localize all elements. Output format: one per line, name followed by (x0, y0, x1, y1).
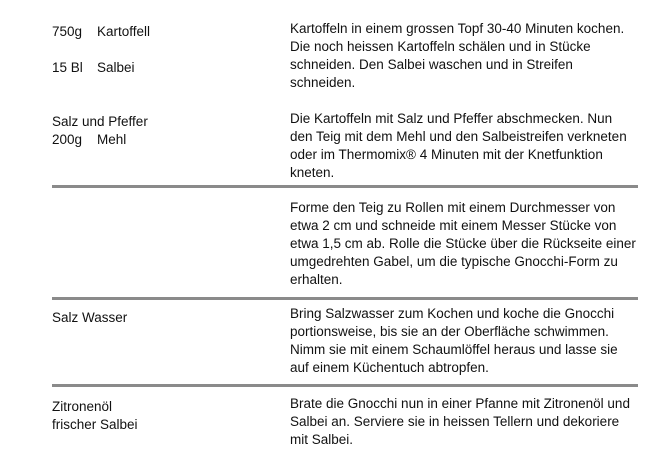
ingredient-line (52, 113, 272, 131)
instruction-line: Die Kartoffeln mit Salz und Pfeffer abschmecken. Nun (290, 111, 613, 126)
ingredient-quantity: 15 Bl (52, 60, 83, 75)
ingredient-quantity: 200g (52, 132, 83, 147)
instruction-line: Bring Salzwasser zum Kochen und koche die Gnocchi (290, 306, 615, 321)
instruction-line: Salbei an. Serviere sie in heissen Tellern und dekoriere (290, 414, 620, 429)
ingredient-quantity: 750g (52, 24, 83, 39)
ingredient-line (52, 309, 272, 327)
instruction-line: erhalten. (290, 272, 343, 287)
instruction-text (290, 199, 650, 289)
instruction-text (290, 395, 650, 449)
ingredient-name: Salz und Pfeffer (52, 114, 148, 129)
instruction-line: Forme den Teig zu Rollen mit einem Durchmesser von (290, 200, 616, 215)
instruction-line: auf einem Küchentuch abtropfen. (290, 360, 489, 375)
ingredient-line (52, 398, 272, 416)
ingredient-name: Kartoffell (97, 24, 151, 39)
instruction-text (290, 20, 650, 182)
instruction-paragraph (290, 20, 650, 92)
ingredient-list (52, 398, 272, 434)
ingredient-line (52, 59, 272, 77)
instruction-text (290, 305, 650, 377)
instruction-line: den Teig mit dem Mehl und den Salbeistreifen verkneten (290, 129, 627, 144)
ingredient-name: frischer Salbei (52, 417, 138, 432)
ingredient-list (52, 23, 272, 149)
instruction-paragraph (290, 110, 650, 182)
ingredient-name: Zitronenöl (52, 399, 113, 414)
instruction-paragraph (290, 305, 650, 377)
ingredient-line (52, 131, 272, 149)
section-divider (52, 185, 638, 188)
instruction-paragraph (290, 199, 650, 289)
spacer (52, 95, 272, 113)
instruction-line: schneiden. (290, 75, 356, 90)
instruction-line: mit Salbei. (290, 432, 354, 447)
ingredient-line (52, 23, 272, 41)
instruction-line: Kartoffeln in einem grossen Topf 30-40 Minuten kochen. (290, 21, 625, 36)
instruction-line: portionsweise, bis sie an der Oberfläche schwimmen. (290, 324, 609, 339)
instruction-line: oder im Thermomix® 4 Minuten mit der Knetfunktion (290, 147, 603, 162)
instruction-line: etwa 1,5 cm ab. Rolle die Stücke über die Rückseite einer (290, 236, 636, 251)
ingredient-list (52, 309, 272, 327)
instruction-line: Brate die Gnocchi nun in einer Pfanne mit Zitronenöl und (290, 396, 630, 411)
spacer (52, 41, 272, 59)
section-divider (52, 297, 638, 300)
ingredient-line (52, 416, 272, 434)
ingredient-name: Salbei (97, 60, 135, 75)
instruction-line: umgedrehten Gabel, um die typische Gnocchi-Form zu (290, 254, 618, 269)
spacer (52, 77, 272, 95)
instruction-line: kneten. (290, 165, 335, 180)
ingredient-name: Salz Wasser (52, 310, 128, 325)
ingredient-name: Mehl (97, 132, 127, 147)
instruction-line: Nimm sie mit einem Schaumlöffel heraus und lasse sie (290, 342, 618, 357)
instruction-line: schneiden. Den Salbei waschen und in Streifen (290, 57, 573, 72)
section-divider (52, 384, 638, 387)
instruction-line: Die noch heissen Kartoffeln schälen und in Stücke (290, 39, 591, 54)
instruction-paragraph (290, 395, 650, 449)
instruction-line: etwa 2 cm und schneide mit einem Messer Stücke von (290, 218, 617, 233)
